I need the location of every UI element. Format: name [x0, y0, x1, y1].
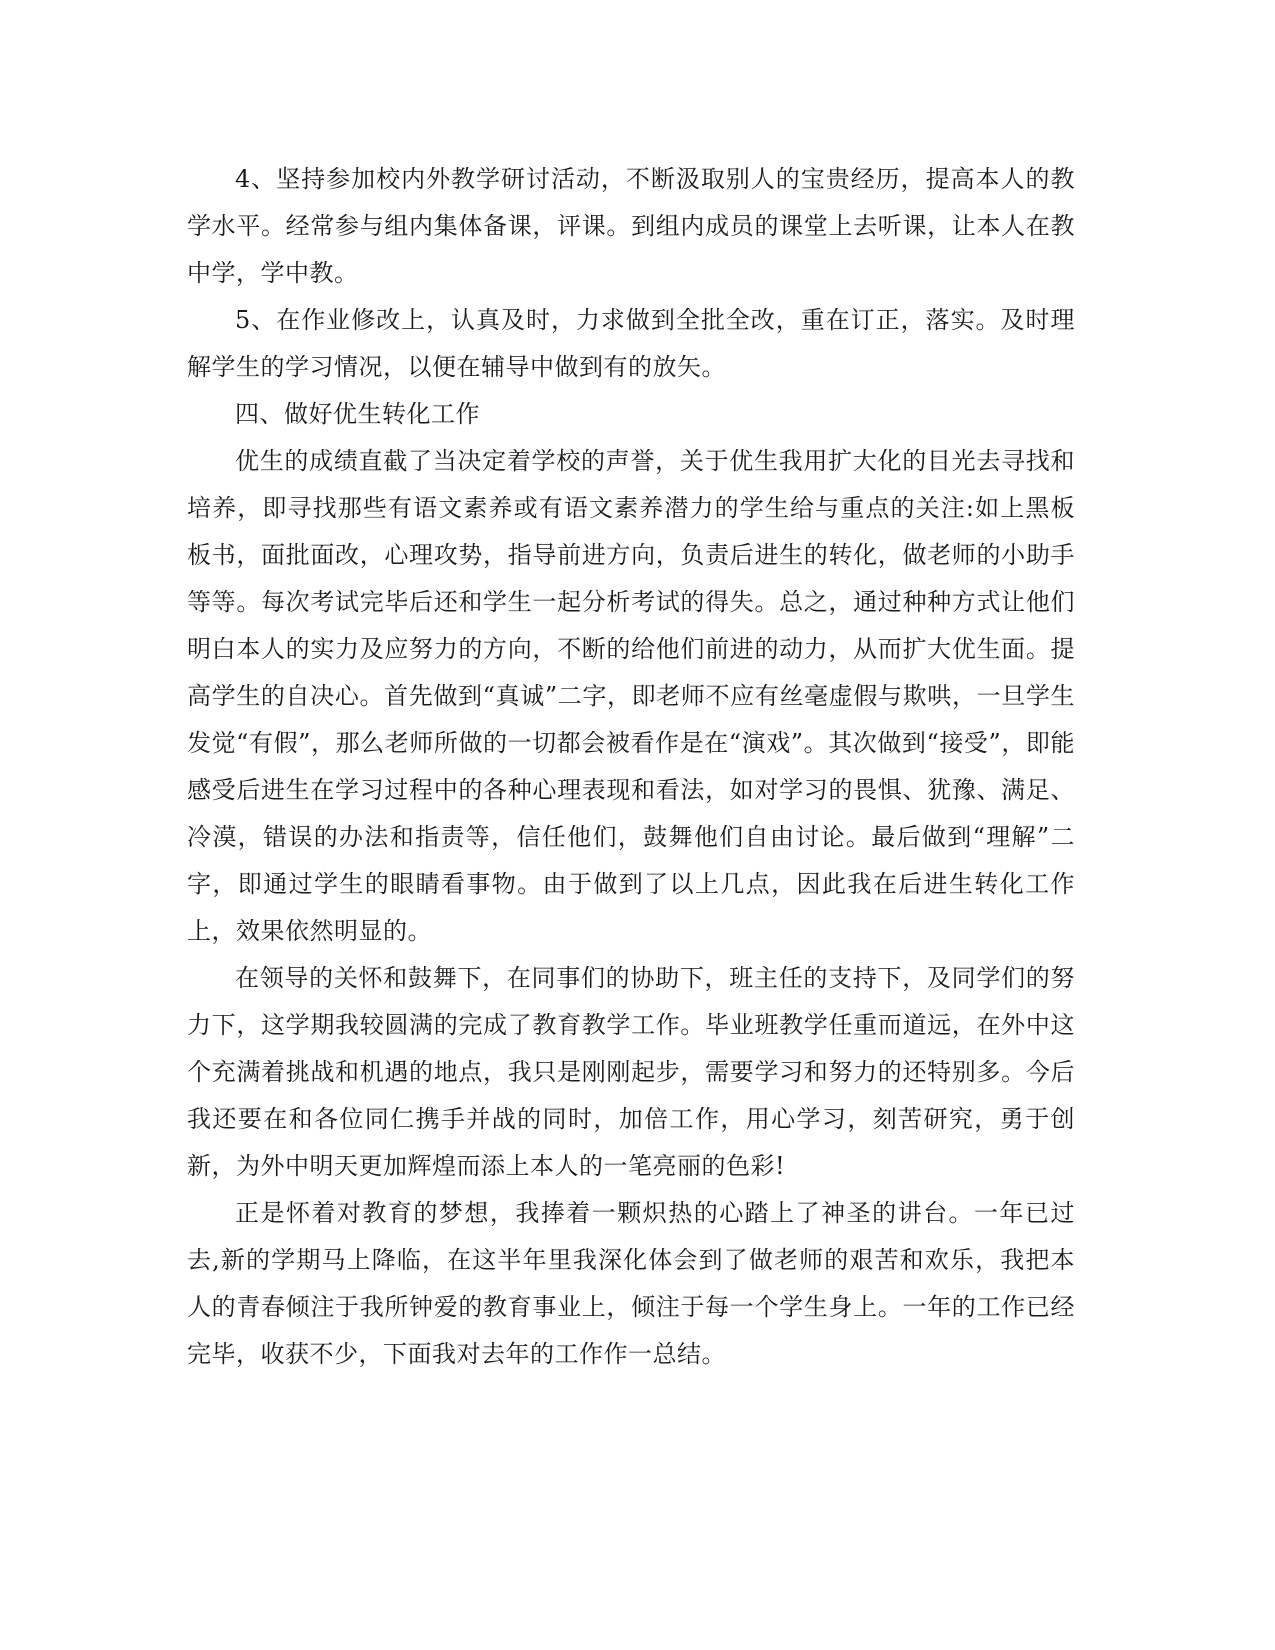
paragraph-summary-intro: 正是怀着对教育的梦想，我捧着一颗炽热的心踏上了神圣的讲台。一年已过去,新的学期马上降临，在这半年里我深化体会到了做老师的艰苦和欢乐，我把本人的青春倾注于我所钟爱的教育事业上，倾注于每一个学生身上。一年的工作已经完毕，收获不少，下面我对去年的工作作一总结。: [187, 1199, 1075, 1368]
paragraph-item-4: 4、坚持参加校内外教学研讨活动，不断汲取别人的宝贵经历，提高本人的教学水平。经常参与组内集体备课，评课。到组内成员的课堂上去听课，让本人在教中学，学中教。: [187, 165, 1075, 287]
paragraph-item-5: 5、在作业修改上，认真及时，力求做到全批全改，重在订正，落实。及时理解学生的学习情况，以便在辅导中做到有的放矢。: [187, 306, 1075, 381]
section-heading-4: 四、做好优生转化工作: [235, 400, 480, 428]
paragraph-conclusion: 在领导的关怀和鼓舞下，在同事们的协助下，班主任的支持下，及同学们的努力下，这学期我较圆满的完成了教育教学工作。毕业班教学任重而道远，在外中这个充满着挑战和机遇的地点，我只是刚刚起步，需要学习和努力的还特别多。今后我还要在和各位同仁携手并战的同时，加倍工作，用心学习，刻苦研究，勇于创新，为外中明天更加辉煌而添上本人的一笔亮丽的色彩!: [187, 964, 1075, 1180]
paragraph-top-students: 优生的成绩直截了当决定着学校的声誉，关于优生我用扩大化的目光去寻找和培养，即寻找那些有语文素养或有语文素养潜力的学生给与重点的关注:如上黑板板书，面批面改，心理攻势，指导前进方向，负责后进生的转化，做老师的小助手等等。每次考试完毕后还和学生一起分析考试的得失。总之，通过种种方式让他们明白本人的实力及应努力的方向，不断的给他们前进的动力，从而扩大优生面。提高学生的自决心。首先做到“真诚”二字，即老师不应有丝毫虚假与欺哄，一旦学生发觉“有假”，那么老师所做的一切都会被看作是在“演戏”。其次做到“接受”，即能感受后进生在学习过程中的各种心理表现和看法，如对学习的畏惧、犹豫、满足、冷漠，错误的办法和指责等，信任他们，鼓舞他们自由讨论。最后做到“理解”二字，即通过学生的眼睛看事物。由于做到了以上几点，因此我在后进生转化工作上，效果依然明显的。: [187, 447, 1075, 945]
document-body: [187, 156, 1075, 1378]
